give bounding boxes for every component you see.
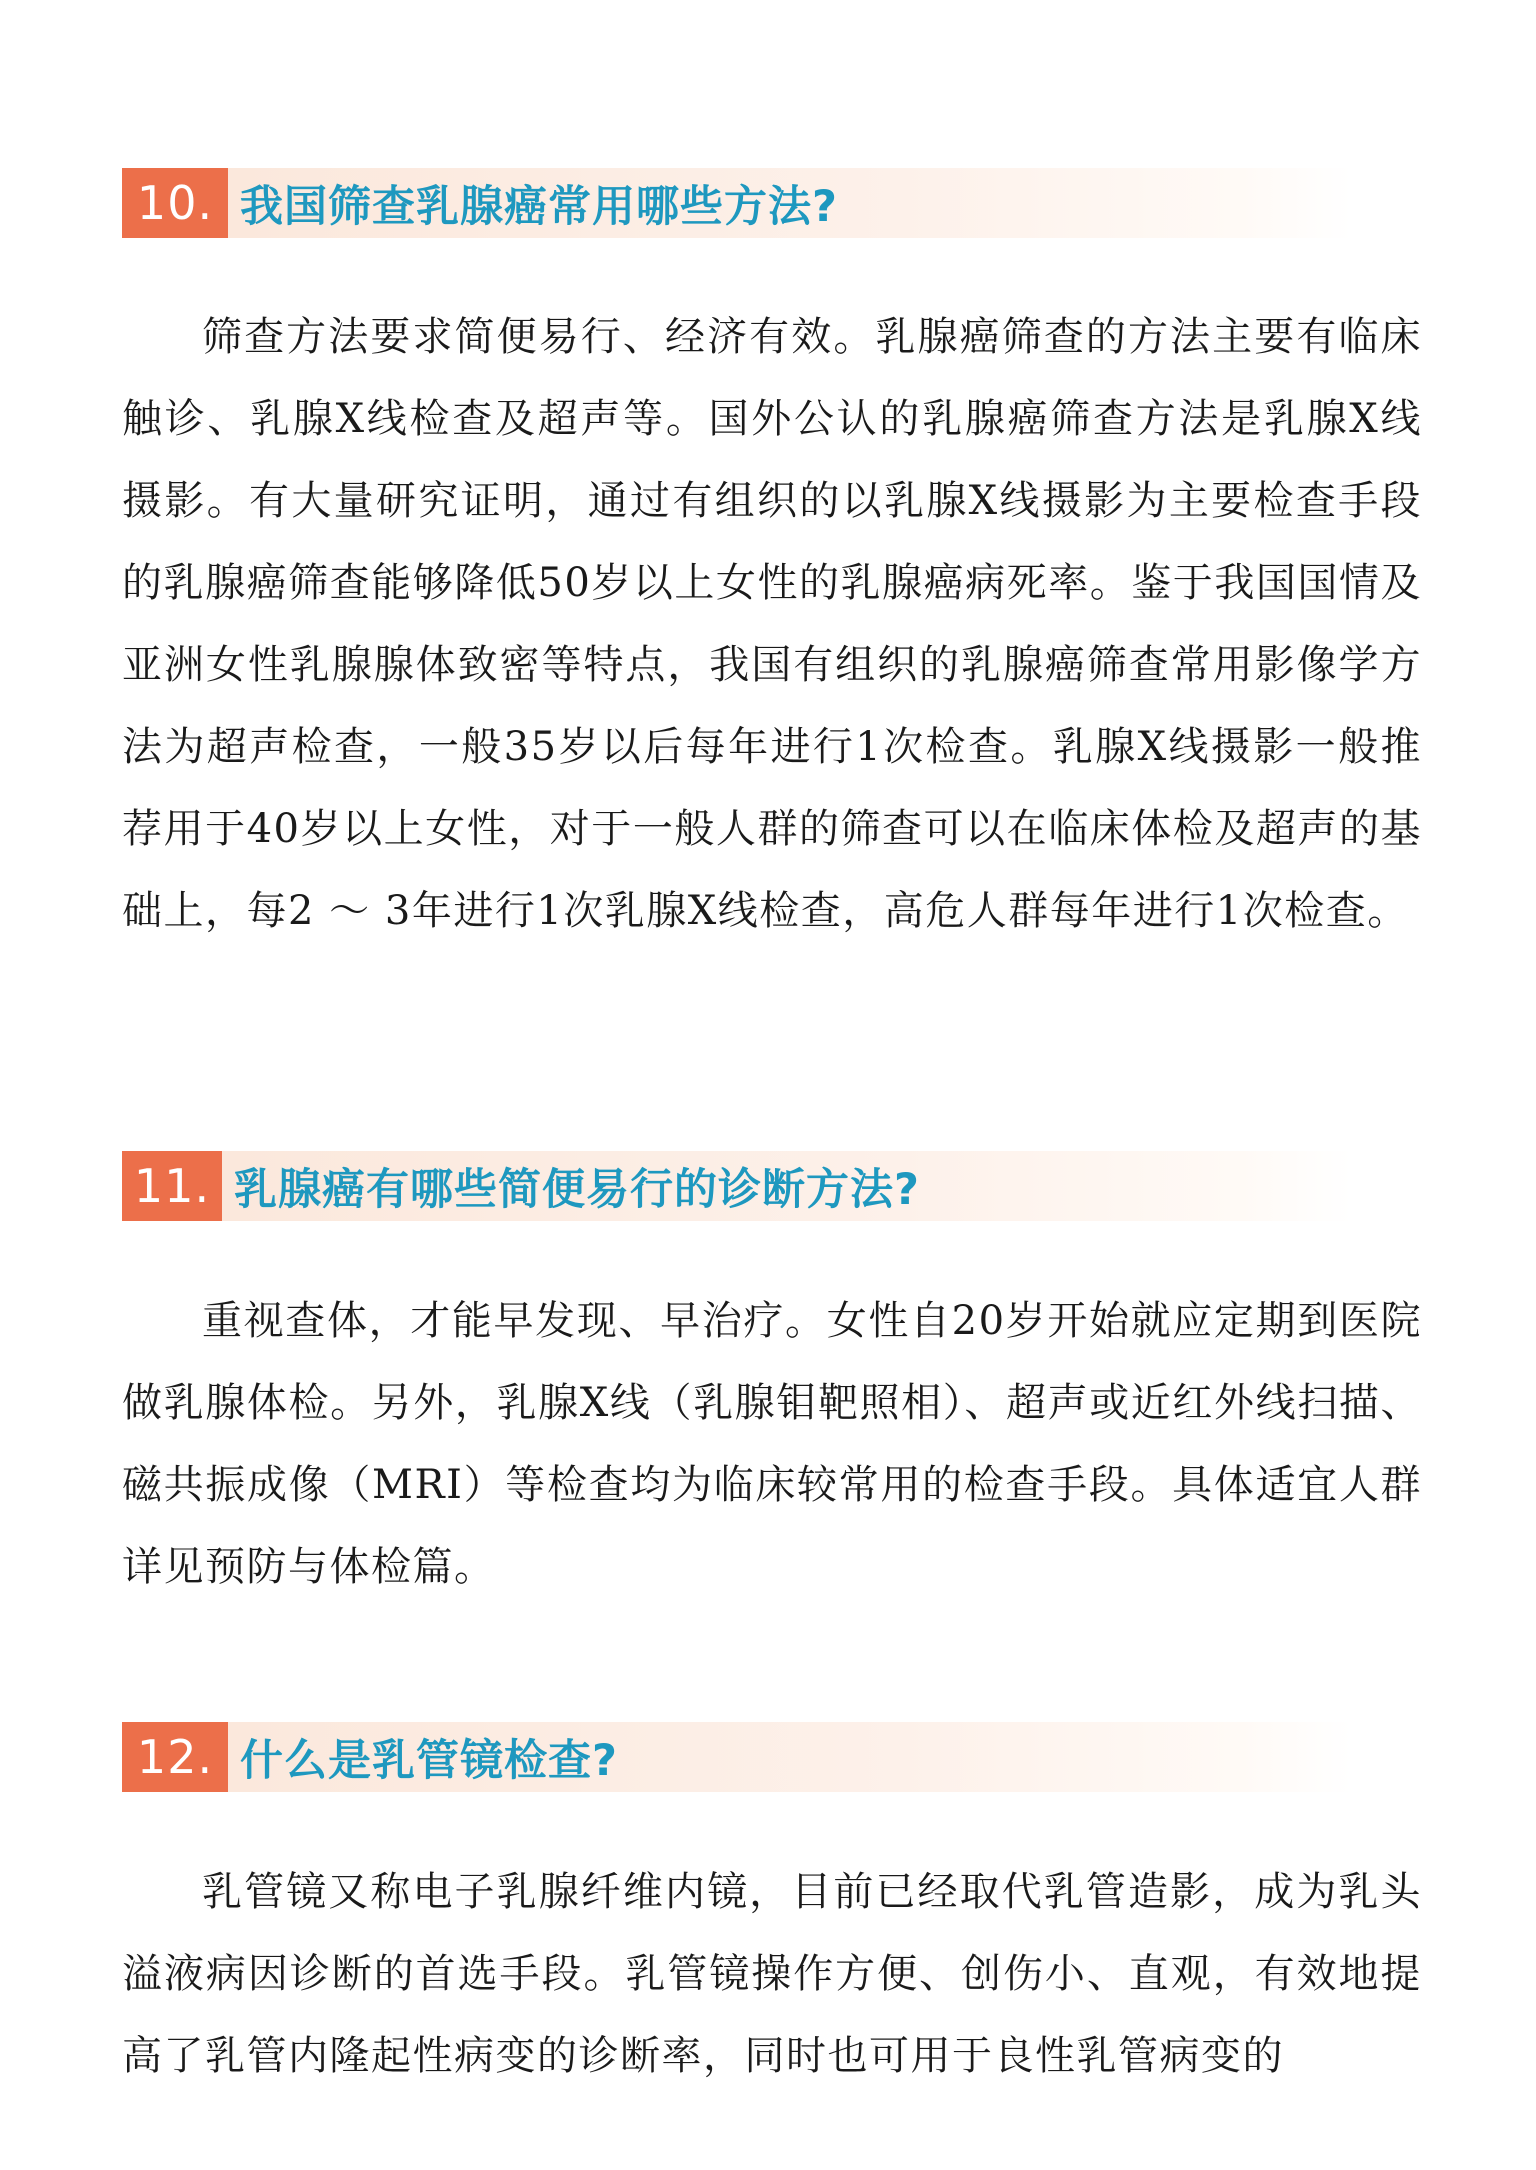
section-body-12: 乳管镜又称电子乳腺纤维内镜，目前已经取代乳管造影，成为乳头溢液病因诊断的首选手段。乳管镜操作方便、创伤小、直观，有效地提高了乳管内隆起性病变的诊断率，同时也可用于良性乳管病变的: [122, 1869, 1422, 2079]
section-header-12: [122, 1722, 1352, 1792]
section-title-bar: [228, 1722, 1352, 1792]
section-title: 乳腺癌有哪些简便易行的诊断方法?: [234, 1164, 920, 1215]
section-header-10: [122, 168, 1352, 238]
section-title: 我国筛查乳腺癌常用哪些方法?: [240, 181, 838, 232]
section-number: 12.: [122, 1722, 228, 1792]
section-title: 什么是乳管镜检查?: [240, 1735, 618, 1786]
section-header-11: [122, 1151, 1352, 1221]
section-title-bar: [222, 1151, 1352, 1221]
section-number: 11.: [122, 1151, 222, 1221]
section-body-10: 筛查方法要求简便易行、经济有效。乳腺癌筛查的方法主要有临床触诊、乳腺X线检查及超声等。国外公认的乳腺癌筛查方法是乳腺X线摄影。有大量研究证明，通过有组织的以乳腺X线摄影为主要检查手段的乳腺癌筛查能够降低50岁以上女性的乳腺癌病死率。鉴于我国国情及亚洲女性乳腺腺体致密等特点，我国有组织的乳腺癌筛查常用影像学方法为超声检查，一般35岁以后每年进行1次检查。乳腺X线摄影一般推荐用于40岁以上女性，对于一般人群的筛查可以在临床体检及超声的基础上，每2 ～ 3年进行1次乳腺X线检查，高危人群每年进行1次检查。: [122, 314, 1422, 934]
section-body-11: 重视查体，才能早发现、早治疗。女性自20岁开始就应定期到医院做乳腺体检。另外，乳腺X线（乳腺钼靶照相）、超声或近红外线扫描、磁共振成像（MRI）等检查均为临床较常用的检查手段。具体适宜人群详见预防与体检篇。: [122, 1298, 1422, 1590]
section-number: 10.: [122, 168, 228, 238]
section-title-bar: [228, 168, 1352, 238]
